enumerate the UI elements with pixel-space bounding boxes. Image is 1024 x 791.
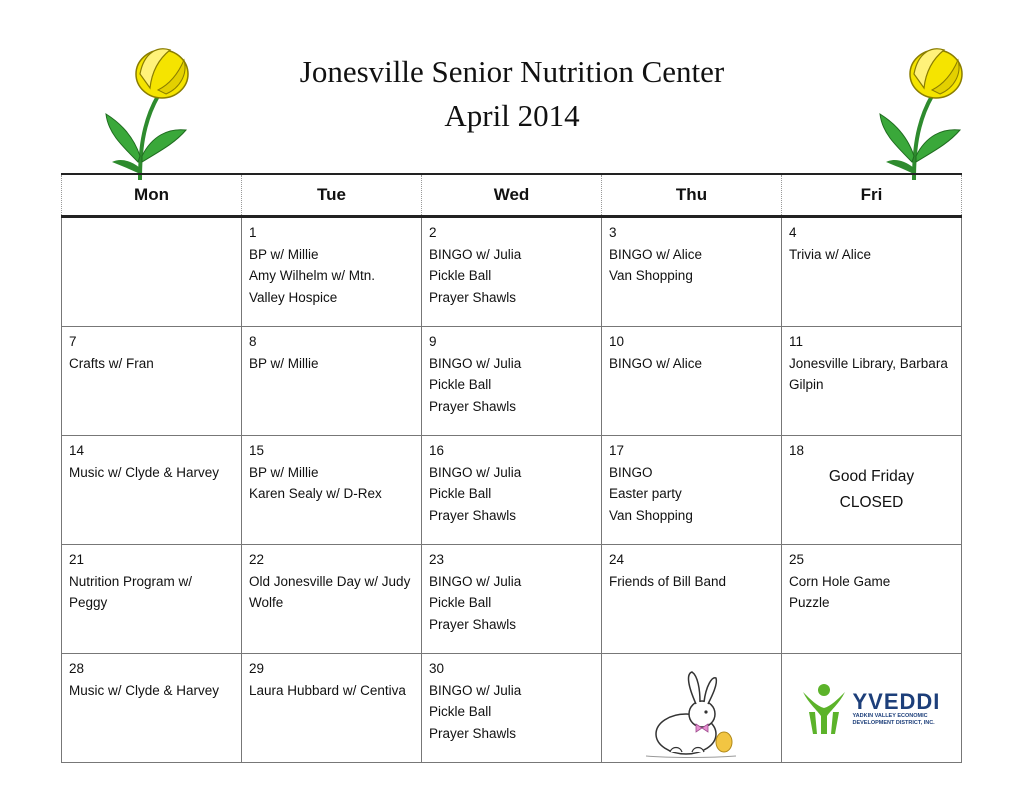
week-row xyxy=(62,327,962,436)
day-cell xyxy=(602,654,782,763)
day-number: 7 xyxy=(69,334,77,349)
day-cell xyxy=(62,436,242,545)
logo-subtitle: YADKIN VALLEY ECONOMIC DEVELOPMENT DISTRICT, INC. xyxy=(852,713,935,726)
event-item: Pickle Ball xyxy=(429,486,492,501)
weekday-header: Tue xyxy=(242,174,422,217)
event-item: Old Jonesville Day w/ Judy Wolfe xyxy=(249,573,411,610)
event-item: BINGO w/ Alice xyxy=(609,355,703,371)
event-item: Music w/ Clyde & Harvey xyxy=(69,464,220,480)
day-number: 25 xyxy=(789,552,805,567)
day-number: 17 xyxy=(609,443,625,458)
weekday-header: Mon xyxy=(62,174,242,217)
event-item: Pickle Ball xyxy=(429,377,492,392)
holiday-note-line: CLOSED xyxy=(839,493,904,511)
event-item: BINGO w/ Julia xyxy=(429,464,522,480)
event-item: Puzzle xyxy=(789,595,830,610)
weekday-header: Thu xyxy=(602,174,782,217)
day-number: 22 xyxy=(249,552,265,567)
day-cell xyxy=(422,436,602,545)
yveddi-figure-icon xyxy=(799,682,849,736)
event-item: BINGO w/ Alice xyxy=(609,246,703,262)
day-number: 23 xyxy=(429,552,445,567)
day-cell xyxy=(62,217,242,327)
weekday-header-row xyxy=(62,174,962,217)
event-item: Prayer Shawls xyxy=(429,398,517,414)
day-cell xyxy=(602,217,782,327)
day-number: 3 xyxy=(609,225,617,240)
day-number: 29 xyxy=(249,661,265,676)
event-item: Van Shopping xyxy=(609,507,693,523)
event-item: Prayer Shawls xyxy=(429,507,517,523)
day-number: 8 xyxy=(249,334,257,349)
day-number: 1 xyxy=(249,225,257,240)
event-item: Corn Hole Game xyxy=(789,573,891,589)
event-item: Amy Wilhelm w/ Mtn. Valley Hospice xyxy=(249,268,376,305)
event-item: BINGO w/ Julia xyxy=(429,355,522,371)
weekday-header: Fri xyxy=(782,174,962,217)
event-item: Karen Sealy w/ D-Rex xyxy=(249,486,382,501)
day-cell xyxy=(242,327,422,436)
day-cell xyxy=(782,654,962,763)
day-cell xyxy=(62,327,242,436)
event-item: BINGO w/ Julia xyxy=(429,573,522,589)
easter-bunny-icon xyxy=(640,670,744,760)
day-number: 28 xyxy=(69,661,85,676)
event-item: BINGO w/ Julia xyxy=(429,246,522,262)
day-number: 16 xyxy=(429,443,445,458)
day-number: 18 xyxy=(789,443,805,458)
day-cell xyxy=(242,654,422,763)
event-item: Prayer Shawls xyxy=(429,289,517,305)
holiday-note xyxy=(789,464,954,516)
calendar-body xyxy=(62,217,962,763)
page-title: Jonesville Senior Nutrition Center xyxy=(299,54,725,89)
week-row xyxy=(62,654,962,763)
tulip-left-icon xyxy=(100,44,190,180)
day-cell xyxy=(422,654,602,763)
event-item: Van Shopping xyxy=(609,268,693,283)
week-row xyxy=(62,436,962,545)
day-number: 24 xyxy=(609,552,625,567)
day-number: 14 xyxy=(69,443,85,458)
event-item: Friends of Bill Band xyxy=(609,573,727,589)
event-item: BP w/ Millie xyxy=(249,246,319,262)
day-number: 10 xyxy=(609,334,625,349)
event-item: Jonesville Library, Barbara Gilpin xyxy=(789,355,948,392)
logo-name: YVEDDI xyxy=(852,689,941,714)
page-subtitle-month: April 2014 xyxy=(444,98,580,133)
yveddi-logo xyxy=(789,682,954,736)
day-number: 11 xyxy=(789,334,804,349)
event-item: BP w/ Millie xyxy=(249,464,319,480)
event-item: Easter party xyxy=(609,486,682,501)
event-item: Pickle Ball xyxy=(429,268,492,283)
event-item: BINGO xyxy=(609,464,653,480)
week-row xyxy=(62,545,962,654)
calendar-table xyxy=(61,173,962,763)
event-item: Music w/ Clyde & Harvey xyxy=(69,682,220,698)
day-number: 2 xyxy=(429,225,437,240)
day-number: 21 xyxy=(69,552,85,567)
day-cell xyxy=(782,327,962,436)
event-item: Pickle Ball xyxy=(429,595,492,610)
tulip-right-icon xyxy=(874,44,964,180)
event-item: Trivia w/ Alice xyxy=(789,246,872,262)
day-number: 9 xyxy=(429,334,437,349)
event-item: Crafts w/ Fran xyxy=(69,355,154,371)
event-item: BP w/ Millie xyxy=(249,355,319,371)
day-cell xyxy=(422,327,602,436)
day-cell xyxy=(242,545,422,654)
event-item: Prayer Shawls xyxy=(429,616,517,632)
day-cell xyxy=(422,545,602,654)
event-item: Nutrition Program w/ Peggy xyxy=(69,573,193,610)
day-cell xyxy=(62,654,242,763)
day-cell xyxy=(602,436,782,545)
day-cell xyxy=(62,545,242,654)
event-item: Prayer Shawls xyxy=(429,725,517,741)
day-cell xyxy=(242,436,422,545)
day-cell xyxy=(602,327,782,436)
day-number: 30 xyxy=(429,661,445,676)
day-cell xyxy=(782,436,962,545)
day-cell xyxy=(782,545,962,654)
event-item: Pickle Ball xyxy=(429,704,492,719)
week-row xyxy=(62,217,962,327)
day-cell xyxy=(602,545,782,654)
event-item: Laura Hubbard w/ Centiva xyxy=(249,682,406,698)
day-cell xyxy=(422,217,602,327)
day-cell xyxy=(782,217,962,327)
day-cell xyxy=(242,217,422,327)
day-number: 15 xyxy=(249,443,265,458)
weekday-header: Wed xyxy=(422,174,602,217)
day-number: 4 xyxy=(789,225,797,240)
event-item: BINGO w/ Julia xyxy=(429,682,522,698)
holiday-note-line: Good Friday xyxy=(828,467,915,485)
